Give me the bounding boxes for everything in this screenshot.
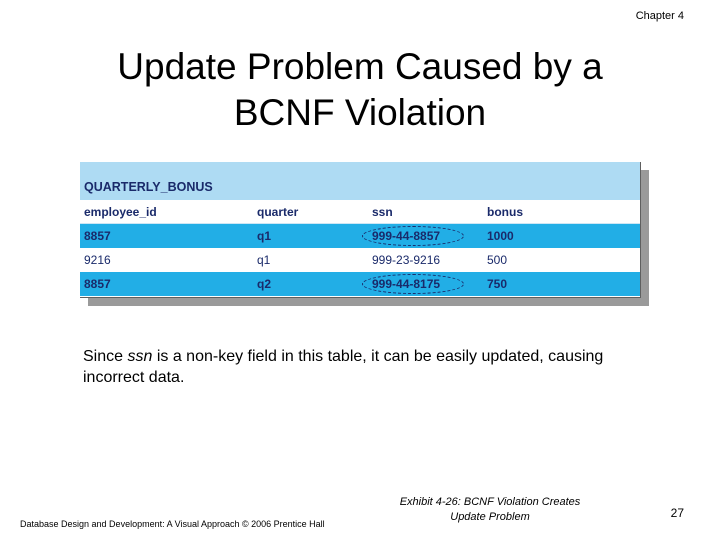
cell-quarter: q1 <box>257 229 272 243</box>
cell-ssn: 999-23-9216 <box>372 253 441 267</box>
quarterly-bonus-table-figure <box>80 162 641 298</box>
title-line-2: BCNF Violation <box>233 92 487 133</box>
exhibit-caption <box>380 495 600 525</box>
table-header-row <box>80 200 640 224</box>
table-row <box>80 248 640 272</box>
cell-employee-id: 8857 <box>84 277 111 291</box>
explanation-paragraph <box>83 346 643 388</box>
title-line-1: Update Problem Caused by a <box>117 46 603 87</box>
paragraph-suffix: is a non-key field in this table, it can be easily updated, causing incorrect data. <box>83 348 604 386</box>
table-row <box>80 224 640 248</box>
cell-bonus: 1000 <box>487 229 514 243</box>
cell-ssn: 999-44-8175 <box>372 272 440 296</box>
paragraph-italic-term: ssn <box>127 348 153 365</box>
cell-employee-id: 9216 <box>84 253 111 267</box>
cell-quarter: q2 <box>257 277 272 291</box>
chapter-label: Chapter 4 <box>635 10 684 22</box>
caption-line-1: Exhibit 4-26: BCNF Violation Creates <box>399 496 581 508</box>
table-row <box>80 272 640 296</box>
header-bonus: bonus <box>487 205 523 219</box>
cell-bonus: 750 <box>487 277 508 291</box>
footer-source: Database Design and Development: A Visual Approach © 2006 Prentice Hall <box>20 519 325 529</box>
header-employee-id: employee_id <box>84 205 157 219</box>
table-name: QUARTERLY_BONUS <box>80 162 640 200</box>
cell-ssn: 999-44-8857 <box>372 224 440 248</box>
quarterly-bonus-table <box>80 162 641 298</box>
cell-employee-id: 8857 <box>84 229 111 243</box>
header-ssn: ssn <box>372 205 393 219</box>
cell-bonus: 500 <box>487 253 508 267</box>
header-quarter: quarter <box>257 205 299 219</box>
slide-title <box>60 44 660 136</box>
cell-quarter: q1 <box>257 253 271 267</box>
caption-line-2: Update Problem <box>450 511 530 523</box>
paragraph-prefix: Since <box>83 348 128 365</box>
page-number: 27 <box>670 506 684 520</box>
